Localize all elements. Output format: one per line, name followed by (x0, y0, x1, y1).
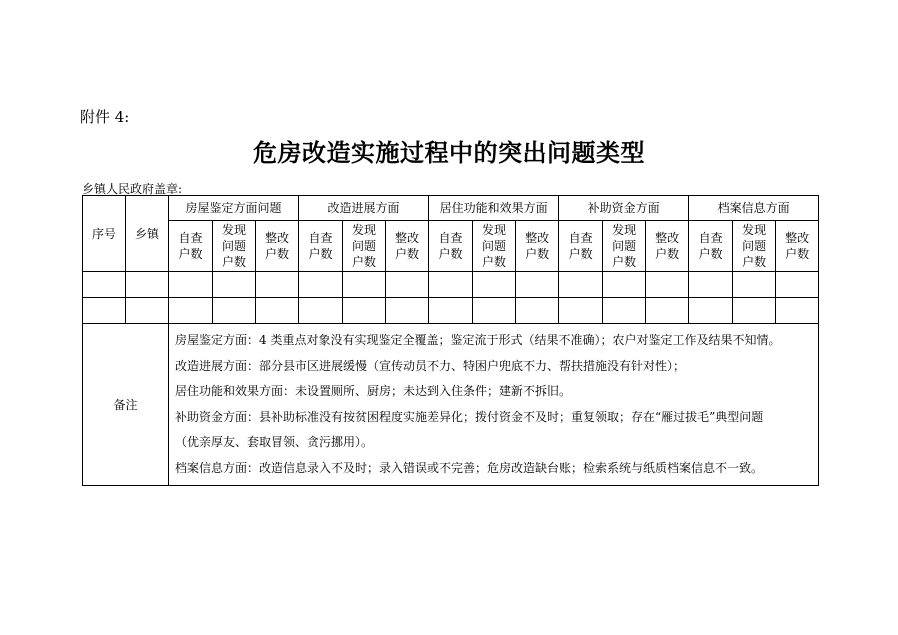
table-cell (733, 298, 776, 324)
table-cell (689, 272, 733, 298)
header-row-2 (83, 221, 819, 272)
remark-line: 档案信息方面：改造信息录入不及时；录入错误或不完善；危房改造缺台账；检索系统与纸质档案信息不一致。 (175, 460, 764, 475)
table-cell (733, 272, 776, 298)
table-cell (299, 298, 343, 324)
table-cell (83, 298, 126, 324)
table-row (83, 298, 819, 324)
table-cell (256, 272, 299, 298)
col-seq-header: 序号 (83, 196, 126, 272)
table-row (83, 272, 819, 298)
table-cell (473, 272, 516, 298)
sub-header-cell: 发现 问题 户数 (733, 221, 776, 272)
sub-header-cell: 整改 户数 (776, 221, 819, 272)
table-cell (213, 272, 256, 298)
sub-header-cell: 发现 问题 户数 (343, 221, 386, 272)
table-cell (776, 298, 819, 324)
sub-header-cell: 发现 问题 户数 (213, 221, 256, 272)
group-header: 房屋鉴定方面问题 (169, 196, 299, 221)
table-cell (386, 272, 429, 298)
table-cell (343, 298, 386, 324)
table-cell (689, 298, 733, 324)
sub-header-cell: 整改 户数 (386, 221, 429, 272)
table-cell (473, 298, 516, 324)
table-cell (429, 272, 473, 298)
table-cell (343, 272, 386, 298)
table-cell (603, 272, 646, 298)
group-header: 改造进展方面 (299, 196, 429, 221)
remark-line: 房屋鉴定方面：4 类重点对象没有实现鉴定全覆盖；鉴定流于形式（结果不准确）；农户对鉴定工作及结果不知情。 (175, 333, 781, 347)
sub-header-cell: 自查 户数 (559, 221, 603, 272)
table-cell (559, 272, 603, 298)
attachment-label: 附件 4: (80, 108, 130, 126)
sub-header-cell: 自查 户数 (429, 221, 473, 272)
remarks-row (83, 324, 819, 486)
table-cell (646, 298, 689, 324)
table-cell (126, 272, 169, 298)
sub-header-cell: 发现 问题 户数 (603, 221, 646, 272)
remark-line: 居住功能和效果方面：未设置厕所、厨房；未达到入住条件；建新不拆旧。 (175, 384, 572, 398)
sub-header-cell: 自查 户数 (169, 221, 213, 272)
table-cell (256, 298, 299, 324)
sub-header-cell: 发现 问题 户数 (473, 221, 516, 272)
table-cell (516, 298, 559, 324)
sub-header-cell: 整改 户数 (516, 221, 559, 272)
table-cell (299, 272, 343, 298)
sub-header-cell: 自查 户数 (299, 221, 343, 272)
remarks-cell (169, 324, 819, 486)
document-title: 危房改造实施过程中的突出问题类型 (253, 138, 645, 167)
table-cell (169, 298, 213, 324)
stamp-label: 乡镇人民政府盖章: (82, 182, 183, 196)
problem-type-table (82, 195, 819, 486)
col-town-header: 乡镇 (126, 196, 169, 272)
table-cell (646, 272, 689, 298)
group-header: 补助资金方面 (559, 196, 689, 221)
table-cell (516, 272, 559, 298)
table-cell (213, 298, 256, 324)
table-cell (169, 272, 213, 298)
remark-line: （优亲厚友、套取冒领、贪污挪用）。 (175, 435, 374, 449)
sub-header-cell: 自查 户数 (689, 221, 733, 272)
sub-header-cell: 整改 户数 (646, 221, 689, 272)
group-header: 居住功能和效果方面 (429, 196, 559, 221)
sub-header-cell: 整改 户数 (256, 221, 299, 272)
header-row-1 (83, 196, 819, 221)
table-cell (429, 298, 473, 324)
table-cell (83, 272, 126, 298)
remarks-label: 备注 (83, 324, 169, 486)
table-cell (559, 298, 603, 324)
table-cell (386, 298, 429, 324)
table-cell (126, 298, 169, 324)
table-cell (603, 298, 646, 324)
table-cell (776, 272, 819, 298)
remark-line: 补助资金方面：县补助标准没有按贫困程度实施差异化；拨付资金不及时；重复领取；存在“雁过拔毛”典型问题 (175, 409, 764, 424)
group-header: 档案信息方面 (689, 196, 819, 221)
remark-line: 改造进展方面：部分县市区进展缓慢（宣传动员不力、特困户兜底不力、帮扶措施没有针对性）； (175, 358, 686, 373)
